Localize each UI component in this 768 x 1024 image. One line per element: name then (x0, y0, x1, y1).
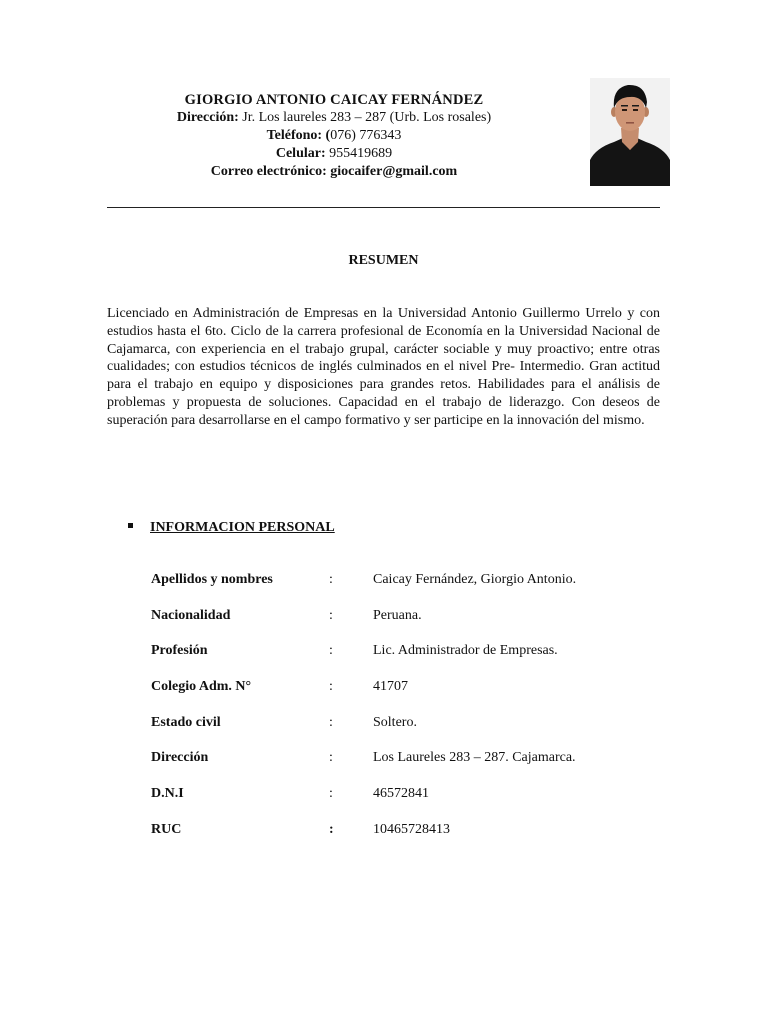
square-bullet-icon (128, 523, 133, 528)
contact-header (150, 91, 518, 181)
info-separator: : (329, 714, 333, 730)
summary-paragraph: Licenciado en Administración de Empresas en la Universidad Antonio Guillermo Urrelo y con estudios hasta el 6to. Ciclo de la carrera profesional de Economía en la Universidad Nacional de Cajamarca, con experiencia en el trabajo grupal, carácter sociable y muy proactivo; entre otras cualidades; con estudios técnicos de inglés culminados en el nivel Pre- Intermedio. Gran actitud para el trabajo en equipo y disposiciones para grandes retos. Habilidades para el análisis de problemas y propuesta de soluciones. Capacidad en el trabajo de liderazgo. Con deseos de superación para desarrollarse en el campo formativo y ser participe en la innovación del mismo. (107, 306, 660, 428)
info-label: Profesión (151, 643, 208, 659)
info-row-college (151, 679, 631, 715)
info-row-nationality (151, 608, 631, 644)
mobile-value: 955419689 (329, 146, 393, 161)
info-row-civil-status (151, 715, 631, 751)
header-divider (107, 207, 660, 208)
info-row-dni (151, 786, 631, 822)
info-value: 41707 (373, 679, 408, 695)
info-separator: : (329, 643, 333, 659)
info-row-address (151, 750, 631, 786)
info-value: Peruana. (373, 607, 422, 623)
info-separator: : (329, 750, 333, 766)
info-label: D.N.I (151, 786, 184, 802)
email-line (150, 163, 518, 181)
phone-label: Teléfono: ( (266, 128, 331, 143)
address-label: Dirección: (176, 110, 239, 125)
info-label: Dirección (151, 750, 209, 766)
mobile-line (150, 145, 518, 163)
info-value: Soltero. (373, 714, 417, 730)
mobile-label: Celular: (275, 146, 326, 161)
info-value: 10465728413 (373, 821, 450, 837)
info-value: Lic. Administrador de Empresas. (373, 643, 558, 659)
summary-title: RESUMEN (348, 253, 419, 268)
info-separator: : (329, 607, 333, 623)
info-row-profession (151, 643, 631, 679)
person-portrait-icon (590, 78, 670, 186)
info-row-ruc (151, 822, 631, 858)
personal-info-title: INFORMACION PERSONAL (150, 520, 335, 535)
info-label: Nacionalidad (151, 607, 231, 623)
address-value: Jr. Los laureles 283 – 287 (Urb. Los rosales) (242, 110, 492, 125)
info-separator: : (329, 679, 333, 695)
phone-value: 076) 776343 (330, 128, 402, 143)
address-line (150, 109, 518, 127)
email-label: Correo electrónico: (210, 164, 327, 179)
info-label: RUC (151, 821, 182, 837)
info-label: Apellidos y nombres (151, 572, 273, 587)
phone-line (150, 127, 518, 145)
info-label: Estado civil (151, 714, 221, 730)
info-value: Los Laureles 283 – 287. Cajamarca. (373, 750, 576, 766)
info-separator: : (329, 786, 333, 802)
personal-info-heading (128, 520, 335, 536)
profile-photo (590, 78, 670, 186)
info-separator: : (329, 821, 334, 837)
email-value: giocaifer@gmail.com (330, 164, 458, 179)
info-row-name (151, 572, 631, 608)
info-label: Colegio Adm. N° (151, 679, 252, 695)
info-value: 46572841 (373, 786, 429, 802)
info-separator: : (329, 572, 333, 587)
candidate-name: GIORGIO ANTONIO CAICAY FERNÁNDEZ (184, 92, 484, 108)
info-value: Caicay Fernández, Giorgio Antonio. (373, 572, 577, 587)
personal-info-table (151, 572, 631, 858)
